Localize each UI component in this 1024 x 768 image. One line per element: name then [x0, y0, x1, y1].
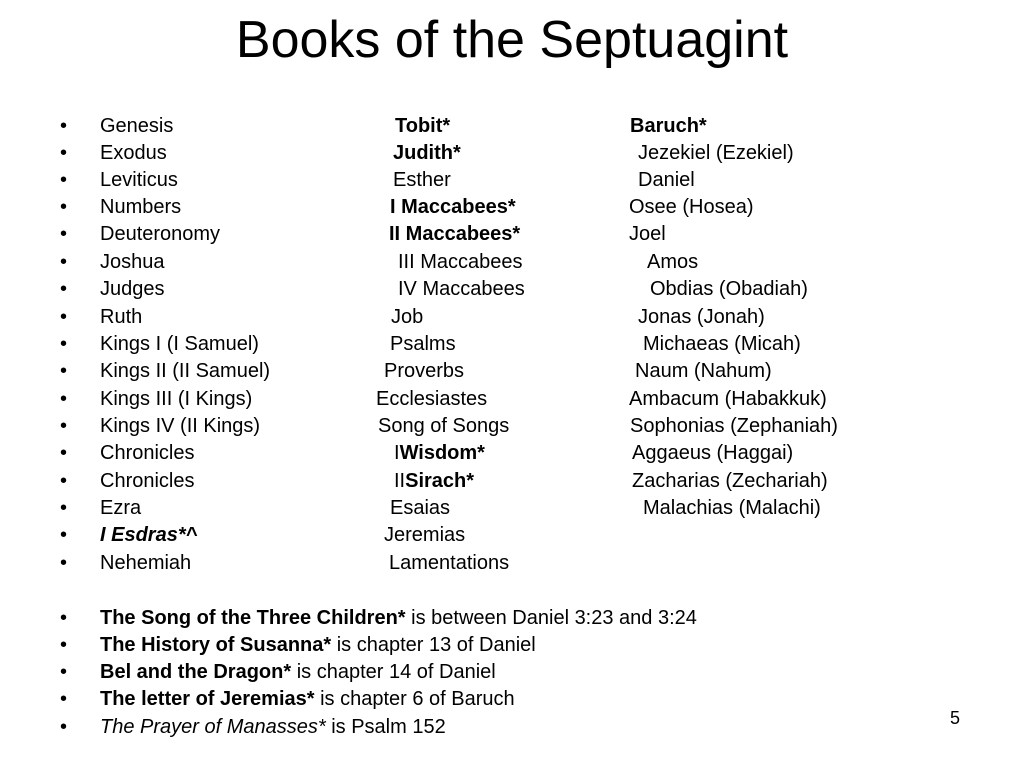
book-col2: Jeremias	[384, 524, 466, 546]
book-col1: I Esdras*^	[100, 524, 198, 546]
book-col1: Kings III (I Kings)	[100, 388, 253, 410]
book-row	[0, 331, 1024, 358]
book-row	[0, 276, 1024, 303]
note-text: is chapter 6 of Baruch	[314, 688, 515, 710]
book-col2: IV Maccabees	[398, 278, 525, 300]
book-col1: Judges	[100, 278, 165, 300]
book-row	[0, 167, 1024, 194]
book-row	[0, 495, 1024, 522]
book-row	[0, 522, 1024, 549]
note-title: Bel and the Dragon*	[100, 661, 292, 683]
book-col1: Leviticus	[100, 169, 178, 191]
bullet: •	[60, 388, 68, 410]
note-row	[0, 686, 1024, 713]
book-col2: Tobit*	[395, 115, 451, 137]
bullet: •	[60, 360, 68, 382]
book-col3: Baruch*	[630, 115, 707, 137]
bullet: •	[60, 223, 68, 245]
book-col1: Kings I (I Samuel)	[100, 333, 259, 355]
book-col2: Wisdom*	[399, 442, 485, 464]
book-col2: II Maccabees*	[389, 223, 521, 245]
book-col2: Ecclesiastes	[376, 388, 488, 410]
note-title: The letter of Jeremias*	[100, 688, 315, 710]
note-text: is chapter 14 of Daniel	[291, 661, 496, 683]
bullet: •	[60, 716, 68, 738]
bullet: •	[60, 634, 68, 656]
bullet: •	[60, 524, 68, 546]
book-col3: Obdias (Obadiah)	[650, 278, 808, 300]
book-row	[0, 140, 1024, 167]
book-col2-prefix: II	[394, 470, 406, 492]
book-col3: Michaeas (Micah)	[643, 333, 801, 355]
book-col2: I Maccabees*	[390, 196, 516, 218]
note-row	[0, 714, 1024, 741]
book-col2: Psalms	[390, 333, 456, 355]
book-col1: Nehemiah	[100, 552, 192, 574]
book-col1: Deuteronomy	[100, 223, 221, 245]
book-col2: Sirach*	[405, 470, 475, 492]
book-col1: Kings IV (II Kings)	[100, 415, 261, 437]
note-row	[0, 605, 1024, 632]
book-col2: Proverbs	[384, 360, 465, 382]
book-row	[0, 194, 1024, 221]
book-col1: Ezra	[100, 497, 142, 519]
bullet: •	[60, 688, 68, 710]
book-col2-prefix: I	[394, 442, 400, 464]
book-col3: Jonas (Jonah)	[638, 306, 765, 328]
book-row	[0, 358, 1024, 385]
note-text: is between Daniel 3:23 and 3:24	[405, 607, 697, 629]
book-col2: Song of Songs	[378, 415, 510, 437]
book-col2: Lamentations	[389, 552, 510, 574]
book-col3: Malachias (Malachi)	[643, 497, 821, 519]
book-col1: Exodus	[100, 142, 167, 164]
book-col2: III Maccabees	[398, 251, 523, 273]
book-row	[0, 221, 1024, 248]
book-row	[0, 440, 1024, 467]
book-col1: Kings II (II Samuel)	[100, 360, 271, 382]
note-text: is Psalm 152	[325, 716, 446, 738]
book-col1: Numbers	[100, 196, 182, 218]
book-row	[0, 386, 1024, 413]
bullet: •	[60, 607, 68, 629]
book-col3: Amos	[647, 251, 699, 273]
page-number: 5	[950, 708, 961, 728]
book-col2: Esther	[393, 169, 451, 191]
book-col3: Joel	[629, 223, 666, 245]
note-title: The Prayer of Manasses*	[100, 716, 326, 738]
bullet: •	[60, 306, 68, 328]
bullet: •	[60, 442, 68, 464]
book-col3: Osee (Hosea)	[629, 196, 754, 218]
bullet: •	[60, 497, 68, 519]
book-col2: Job	[391, 306, 424, 328]
bullet: •	[60, 470, 68, 492]
book-col1: Ruth	[100, 306, 143, 328]
book-col2: Esaias	[390, 497, 451, 519]
book-col3: Aggaeus (Haggai)	[632, 442, 794, 464]
note-row	[0, 659, 1024, 686]
book-col3: Sophonias (Zephaniah)	[630, 415, 838, 437]
book-col1: Chronicles	[100, 442, 195, 464]
bullet: •	[60, 115, 68, 137]
book-row	[0, 304, 1024, 331]
bullet: •	[60, 169, 68, 191]
book-col3: Jezekiel (Ezekiel)	[638, 142, 794, 164]
slide-title: Books of the Septuagint	[235, 11, 789, 69]
book-col1: Chronicles	[100, 470, 195, 492]
book-row	[0, 550, 1024, 577]
bullet: •	[60, 142, 68, 164]
book-col3: Daniel	[638, 169, 695, 191]
book-col3: Zacharias (Zechariah)	[632, 470, 828, 492]
book-col1: Joshua	[100, 251, 165, 273]
book-row	[0, 468, 1024, 495]
book-row	[0, 113, 1024, 140]
book-col2: Judith*	[393, 142, 461, 164]
book-col3: Ambacum (Habakkuk)	[629, 388, 827, 410]
book-col1: Genesis	[100, 115, 174, 137]
bullet: •	[60, 661, 68, 683]
bullet: •	[60, 251, 68, 273]
note-row	[0, 632, 1024, 659]
note-title: The History of Susanna*	[100, 634, 332, 656]
bullet: •	[60, 552, 68, 574]
bullet: •	[60, 196, 68, 218]
book-row	[0, 249, 1024, 276]
bullet: •	[60, 415, 68, 437]
book-row	[0, 413, 1024, 440]
book-col3: Naum (Nahum)	[635, 360, 772, 382]
note-text: is chapter 13 of Daniel	[331, 634, 536, 656]
note-title: The Song of the Three Children*	[100, 607, 406, 629]
bullet: •	[60, 333, 68, 355]
bullet: •	[60, 278, 68, 300]
